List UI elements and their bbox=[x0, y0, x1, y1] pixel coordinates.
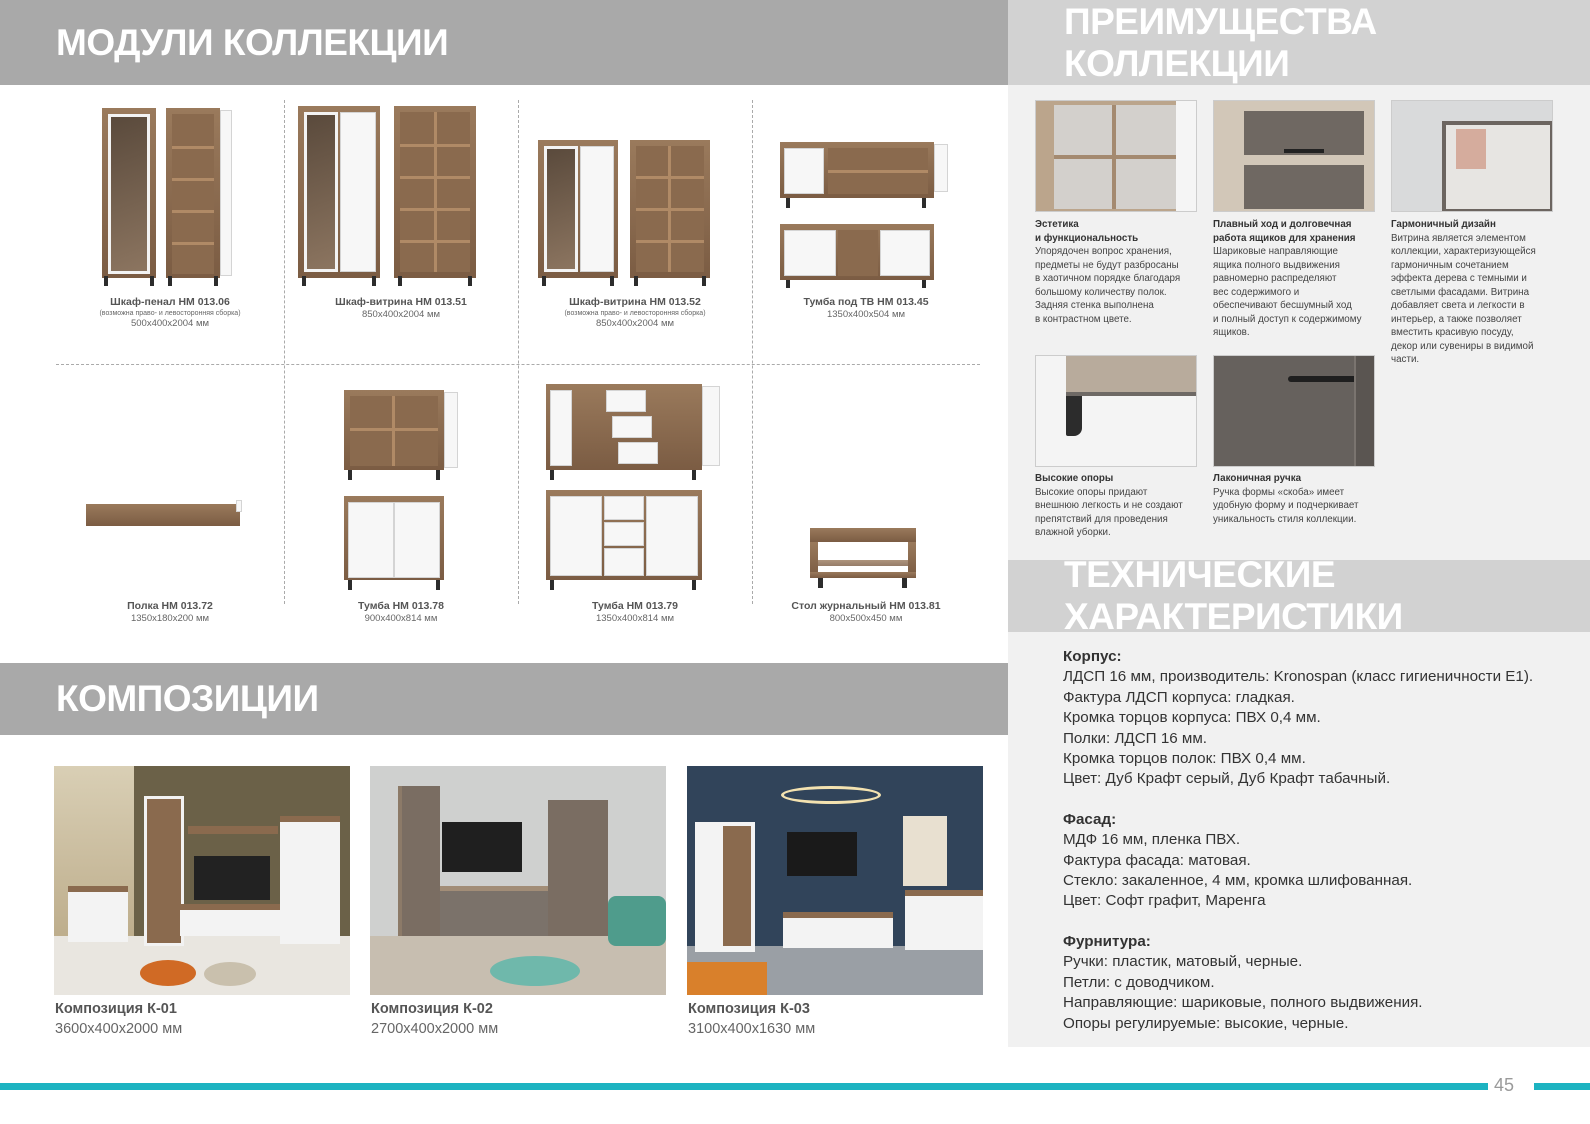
module-dimensions: 1350х180х200 мм bbox=[130, 613, 210, 624]
module-image-3 bbox=[538, 140, 724, 286]
tech-specs: Корпус: ЛДСП 16 мм, производитель: Kronospan (класс гигиеничности Е1). Фактура ЛДСП корпуса: гладкая. Кромка торцов корпуса: ПВХ 0,4 мм. Полки: ЛДСП 16 мм. Кромка торцов полок: ПВХ 0,4 мм. Цвет: Дуб Крафт серый, Дуб Крафт табачный. Фасад: МДФ 16 мм, пленка ПВХ. Фактура фасада: матовая. Стекло: закаленное, 4 мм, кромка шлифованная. Цвет: Софт графит, Маренга Фурнитура: Ручки: пластик, матовый, черные. Петли: с доводчиком. Направляющие: шариковые, полного выдвижения. Опоры регулируемые: высокие, черные. bbox=[1063, 647, 1583, 1034]
modules-header-band bbox=[0, 0, 1008, 85]
module-dimensions: 1350х400х814 мм bbox=[595, 613, 675, 624]
module-image-7 bbox=[546, 384, 732, 590]
spec-heading: Фурнитура: bbox=[1063, 932, 1151, 950]
composition-photo-1 bbox=[54, 766, 350, 995]
advantage-text-1: Эстетика и функциональность Упорядочен вопрос хранения, предметы не будут разбросаны в хаотичном порядке благодаря большому количеству полок. Задняя стенка выполнена в контрастном цвете. bbox=[1035, 218, 1205, 326]
module-image-5 bbox=[86, 500, 246, 530]
composition-photo-2 bbox=[370, 766, 666, 995]
module-label: Стол журнальный НМ 013.81 bbox=[791, 600, 941, 612]
footer-accent-line bbox=[0, 1083, 1488, 1090]
composition-title: Композиция К-03 bbox=[688, 1001, 810, 1017]
spec-heading: Фасад: bbox=[1063, 810, 1117, 828]
advantage-text-5: Лаконичная ручка Ручка формы «скоба» имеет удобную форму и подчеркивает уникальность стиля коллекции. bbox=[1213, 472, 1385, 526]
grid-divider bbox=[284, 100, 285, 604]
tech-header-band bbox=[1008, 554, 1590, 637]
grid-divider bbox=[518, 100, 519, 604]
module-dimensions: 1350х400х504 мм bbox=[826, 309, 906, 320]
advantages-title: ПРЕИМУЩЕСТВА КОЛЛЕКЦИИ bbox=[1064, 0, 1377, 84]
advantage-photo-3 bbox=[1391, 100, 1553, 212]
module-image-2 bbox=[298, 106, 488, 286]
composition-dimensions: 3600х400х2000 мм bbox=[55, 1021, 183, 1037]
module-caption bbox=[752, 600, 980, 625]
module-note: (возможна право- и левосторонняя сборка) bbox=[564, 310, 706, 317]
module-label: Шкаф-пенал НМ 013.06 bbox=[110, 296, 230, 308]
module-label: Полка НМ 013.72 bbox=[127, 600, 213, 612]
footer-accent-line bbox=[1534, 1083, 1590, 1090]
module-label: Тумба под ТВ НМ 013.45 bbox=[803, 296, 929, 308]
advantage-title: Гармоничный дизайн bbox=[1391, 219, 1496, 230]
grid-divider bbox=[752, 100, 753, 604]
advantage-photo-4 bbox=[1035, 355, 1197, 467]
module-dimensions: 800х500х450 мм bbox=[829, 613, 903, 624]
module-image-1 bbox=[100, 106, 250, 286]
advantage-photo-1 bbox=[1035, 100, 1197, 212]
module-dimensions: 500х400х2004 мм bbox=[130, 318, 210, 329]
module-label: Шкаф-витрина НМ 013.51 bbox=[335, 296, 467, 308]
module-image-8 bbox=[810, 528, 922, 588]
module-caption bbox=[284, 296, 518, 321]
advantage-photo-2 bbox=[1213, 100, 1375, 212]
spec-heading: Корпус: bbox=[1063, 648, 1122, 665]
advantages-header-band bbox=[1008, 0, 1590, 85]
composition-dimensions: 3100х400х1630 мм bbox=[688, 1021, 816, 1037]
module-label: Тумба НМ 013.78 bbox=[358, 600, 444, 612]
modules-title: МОДУЛИ КОЛЛЕКЦИИ bbox=[56, 21, 449, 63]
advantage-text-2: Плавный ход и долговечная работа ящиков для хранения Шариковые направляющие ящика полного выдвижения равномерно распределяют вес содержимого и обеспечивают бесшумный ход и полный доступ к содержимому ящиков. bbox=[1213, 218, 1385, 340]
advantage-title: Высокие опоры bbox=[1035, 473, 1114, 484]
tech-title: ТЕХНИЧЕСКИЕ ХАРАКТЕРИСТИКИ bbox=[1064, 554, 1403, 637]
module-dimensions: 850х400х2004 мм bbox=[595, 318, 675, 329]
compositions-header-band bbox=[0, 663, 1008, 735]
module-dimensions: 850х400х2004 мм bbox=[361, 309, 441, 320]
module-caption bbox=[752, 296, 980, 321]
advantage-title: Плавный ход и долговечная bbox=[1213, 219, 1352, 230]
composition-photo-3 bbox=[687, 766, 983, 995]
composition-dimensions: 2700х400х2000 мм bbox=[371, 1021, 499, 1037]
advantage-title: и функциональность bbox=[1035, 232, 1139, 244]
module-caption bbox=[284, 600, 518, 625]
advantage-photo-5 bbox=[1213, 355, 1375, 467]
module-dimensions: 900х400х814 мм bbox=[364, 613, 438, 624]
composition-title: Композиция К-01 bbox=[55, 1001, 177, 1017]
module-note: (возможна право- и левосторонняя сборка) bbox=[99, 310, 241, 317]
advantage-title: Лаконичная ручка bbox=[1213, 473, 1302, 484]
composition-title: Композиция К-02 bbox=[371, 1001, 493, 1017]
page-number: 45 bbox=[1494, 1075, 1515, 1095]
module-caption bbox=[56, 600, 284, 625]
module-label: Шкаф-витрина НМ 013.52 bbox=[569, 296, 701, 308]
advantage-text-4: Высокие опоры Высокие опоры придают внешнюю легкость и не создают препятствий для проведения влажной уборки. bbox=[1035, 472, 1205, 540]
compositions-title: КОМПОЗИЦИИ bbox=[56, 678, 319, 719]
module-image-6 bbox=[344, 390, 474, 590]
module-caption bbox=[518, 600, 752, 625]
module-caption bbox=[56, 296, 284, 330]
advantage-title: Эстетика bbox=[1035, 219, 1079, 230]
module-image-4 bbox=[780, 142, 960, 288]
advantage-title: работа ящиков для хранения bbox=[1213, 232, 1356, 244]
module-label: Тумба НМ 013.79 bbox=[592, 600, 678, 612]
module-caption bbox=[518, 296, 752, 330]
advantage-text-3: Гармоничный дизайн Витрина является элементом коллекции, характеризующейся гармоничным сочетанием эффекта дерева с темными и светлыми фасадами. Витрина добавляет света и легкости в интерьер, а также позволяет вместить красивую посуду, декор или сувениры в видимой части. bbox=[1391, 218, 1563, 367]
